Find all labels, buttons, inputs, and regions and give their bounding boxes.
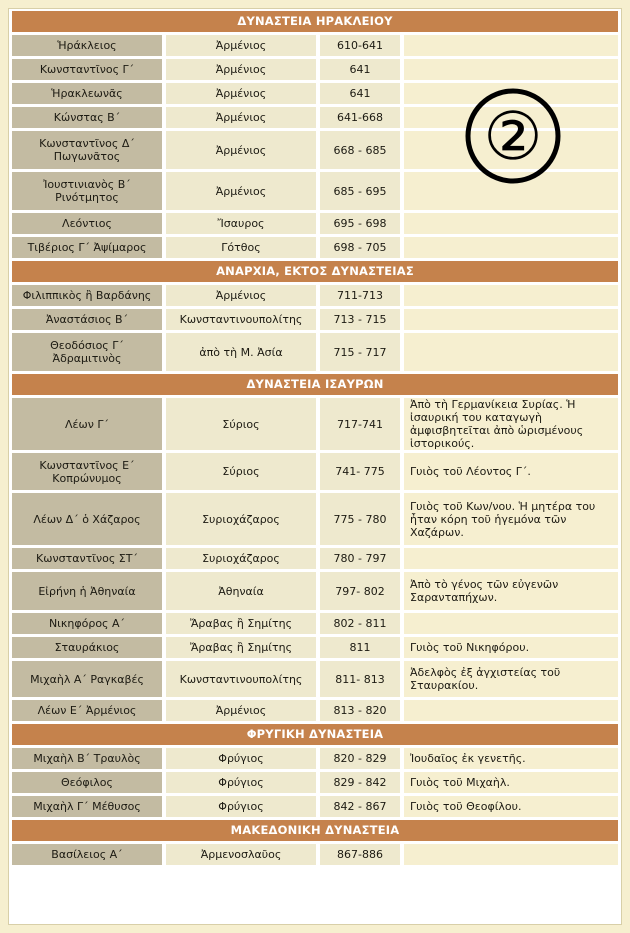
note-cell (404, 285, 618, 306)
dynasty-section (12, 724, 618, 817)
section-title: ΦΡΥΓΙΚΗ ΔΥΝΑΣΤΕΙΑ (12, 724, 618, 745)
reign-years: 695 - 698 (320, 213, 400, 234)
origin-cell: Σύριος (166, 398, 316, 450)
note-cell (404, 548, 618, 569)
table-row (12, 572, 618, 610)
table-row (12, 59, 618, 80)
section-title: ΔΥΝΑΣΤΕΙΑ ΙΣΑΥΡΩΝ (12, 374, 618, 395)
origin-cell: Ἀρμένιος (166, 172, 316, 210)
emperor-name: Τιβέριος Γ΄ Ἀψίμαρος (12, 237, 162, 258)
note-cell (404, 35, 618, 56)
table-row (12, 213, 618, 234)
emperor-name: Εἰρήνη ἡ Ἀθηναία (12, 572, 162, 610)
emperor-name: Λέων Δ΄ ὁ Χάζαρος (12, 493, 162, 545)
table-row (12, 796, 618, 817)
reign-years: 811 (320, 637, 400, 658)
note-cell (404, 333, 618, 371)
reign-years: 715 - 717 (320, 333, 400, 371)
origin-cell: Ἄραβας ἢ Σημίτης (166, 637, 316, 658)
reign-years: 775 - 780 (320, 493, 400, 545)
note-cell: Γυιὸς τοῦ Λέοντος Γ΄. (404, 453, 618, 490)
note-cell: Ἰουδαῖος ἐκ γενετῆς. (404, 748, 618, 769)
note-cell (404, 309, 618, 330)
reign-years: 698 - 705 (320, 237, 400, 258)
emperor-name: Λεόντιος (12, 213, 162, 234)
section-title: ΑΝΑΡΧΙΑ, ΕΚΤΟΣ ΔΥΝΑΣΤΕΙΑΣ (12, 261, 618, 282)
reign-years: 820 - 829 (320, 748, 400, 769)
emperor-name: Νικηφόρος Α΄ (12, 613, 162, 634)
table-row (12, 661, 618, 697)
table-row (12, 453, 618, 490)
reign-years: 829 - 842 (320, 772, 400, 793)
reign-years: 685 - 695 (320, 172, 400, 210)
table-row (12, 700, 618, 721)
table-row (12, 748, 618, 769)
origin-cell: Φρύγιος (166, 772, 316, 793)
emperor-name: Ἰουστινιανὸς Β΄ Ρινότμητος (12, 172, 162, 210)
note-cell: Γυιὸς τοῦ Νικηφόρου. (404, 637, 618, 658)
note-cell (404, 237, 618, 258)
reign-years: 780 - 797 (320, 548, 400, 569)
reign-years: 741- 775 (320, 453, 400, 490)
origin-cell: Ἀρμένιος (166, 285, 316, 306)
emperor-name: Κωνσταντῖνος ΣΤ΄ (12, 548, 162, 569)
origin-cell: Ἴσαυρος (166, 213, 316, 234)
reign-years: 842 - 867 (320, 796, 400, 817)
reign-years: 641 (320, 83, 400, 104)
emperor-name: Μιχαὴλ Γ΄ Μέθυσος (12, 796, 162, 817)
emperor-name: Λέων Ε΄ Ἀρμένιος (12, 700, 162, 721)
number-badge (448, 88, 578, 184)
reign-years: 813 - 820 (320, 700, 400, 721)
table-row (12, 35, 618, 56)
reign-years: 641-668 (320, 107, 400, 128)
note-cell (404, 844, 618, 865)
emperor-name: Μιχαὴλ Β΄ Τραυλὸς (12, 748, 162, 769)
reign-years: 717-741 (320, 398, 400, 450)
emperor-name: Θεοδόσιος Γ΄ Ἀδραμιτινὸς (12, 333, 162, 371)
reign-years: 711-713 (320, 285, 400, 306)
origin-cell: Ἀρμένιος (166, 700, 316, 721)
table-row (12, 772, 618, 793)
emperor-name: Σταυράκιος (12, 637, 162, 658)
origin-cell: Φρύγιος (166, 796, 316, 817)
reign-years: 802 - 811 (320, 613, 400, 634)
origin-cell: ἀπὸ τὴ Μ. Ἀσία (166, 333, 316, 371)
table-row (12, 493, 618, 545)
origin-cell: Ἀθηναία (166, 572, 316, 610)
section-title: ΜΑΚΕΔΟΝΙΚΗ ΔΥΝΑΣΤΕΙΑ (12, 820, 618, 841)
origin-cell: Κωνσταντινουπολίτης (166, 661, 316, 697)
origin-cell: Ἀρμένιος (166, 59, 316, 80)
emperor-name: Κωνσταντῖνος Γ΄ (12, 59, 162, 80)
table-row (12, 285, 618, 306)
note-cell: Γυιὸς τοῦ Θεοφίλου. (404, 796, 618, 817)
table-row (12, 309, 618, 330)
note-cell (404, 59, 618, 80)
dynasty-section (12, 261, 618, 371)
table-row (12, 333, 618, 371)
section-title: ΔΥΝΑΣΤΕΙΑ ΗΡΑΚΛΕΙΟΥ (12, 11, 618, 32)
origin-cell: Συριοχάζαρος (166, 493, 316, 545)
note-cell (404, 700, 618, 721)
note-cell (404, 213, 618, 234)
badge-number: ② (483, 97, 543, 175)
emperor-name: Κωνσταντῖνος Ε΄ Κοπρώνυμος (12, 453, 162, 490)
note-cell: Γυιὸς τοῦ Μιχαὴλ. (404, 772, 618, 793)
reign-years: 867-886 (320, 844, 400, 865)
emperor-name: Κωνσταντῖνος Δ΄ Πωγωνᾶτος (12, 131, 162, 169)
emperor-name: Ἡράκλειος (12, 35, 162, 56)
reign-years: 713 - 715 (320, 309, 400, 330)
origin-cell: Σύριος (166, 453, 316, 490)
origin-cell: Ἀρμενοσλαῦος (166, 844, 316, 865)
table-row (12, 398, 618, 450)
reign-years: 811- 813 (320, 661, 400, 697)
note-cell: Ἀπὸ τὸ γένος τῶν εὐγενῶν Σαρανταπήχων. (404, 572, 618, 610)
origin-cell: Ἄραβας ἢ Σημίτης (166, 613, 316, 634)
note-cell: Γυιὸς τοῦ Κων/νου. Ἡ μητέρα του ἦταν κόρη τοῦ ἡγεμόνα τῶν Χαζάρων. (404, 493, 618, 545)
origin-cell: Κωνσταντινουπολίτης (166, 309, 316, 330)
origin-cell: Φρύγιος (166, 748, 316, 769)
reign-years: 641 (320, 59, 400, 80)
origin-cell: Γότθος (166, 237, 316, 258)
reign-years: 668 - 685 (320, 131, 400, 169)
emperor-name: Θεόφιλος (12, 772, 162, 793)
emperor-name: Λέων Γ΄ (12, 398, 162, 450)
note-cell (404, 613, 618, 634)
table-row (12, 548, 618, 569)
reign-years: 610-641 (320, 35, 400, 56)
emperor-name: Μιχαὴλ Α΄ Ραγκαβές (12, 661, 162, 697)
table-row (12, 613, 618, 634)
table-row (12, 237, 618, 258)
reign-years: 797- 802 (320, 572, 400, 610)
table-row (12, 844, 618, 865)
origin-cell: Ἀρμένιος (166, 35, 316, 56)
note-cell: Ἀπὸ τὴ Γερμανίκεια Συρίας. Ἡ ἰσαυρική του καταγωγὴ ἀμφισβητεῖται ἀπὸ ὡρισμένους ἱστορικούς. (404, 398, 618, 450)
dynasty-section (12, 374, 618, 721)
emperor-name: Ἀναστάσιος Β΄ (12, 309, 162, 330)
emperor-name: Φιλιππικὸς ἢ Βαρδάνης (12, 285, 162, 306)
emperor-name: Κώνστας Β΄ (12, 107, 162, 128)
origin-cell: Ἀρμένιος (166, 107, 316, 128)
emperor-name: Ἡρακλεωνᾶς (12, 83, 162, 104)
origin-cell: Συριοχάζαρος (166, 548, 316, 569)
table-row (12, 637, 618, 658)
origin-cell: Ἀρμένιος (166, 131, 316, 169)
origin-cell: Ἀρμένιος (166, 83, 316, 104)
dynasty-section (12, 820, 618, 865)
note-cell: Ἀδελφὸς ἐξ ἀγχιστείας τοῦ Σταυρακίου. (404, 661, 618, 697)
emperor-name: Βασίλειος Α΄ (12, 844, 162, 865)
